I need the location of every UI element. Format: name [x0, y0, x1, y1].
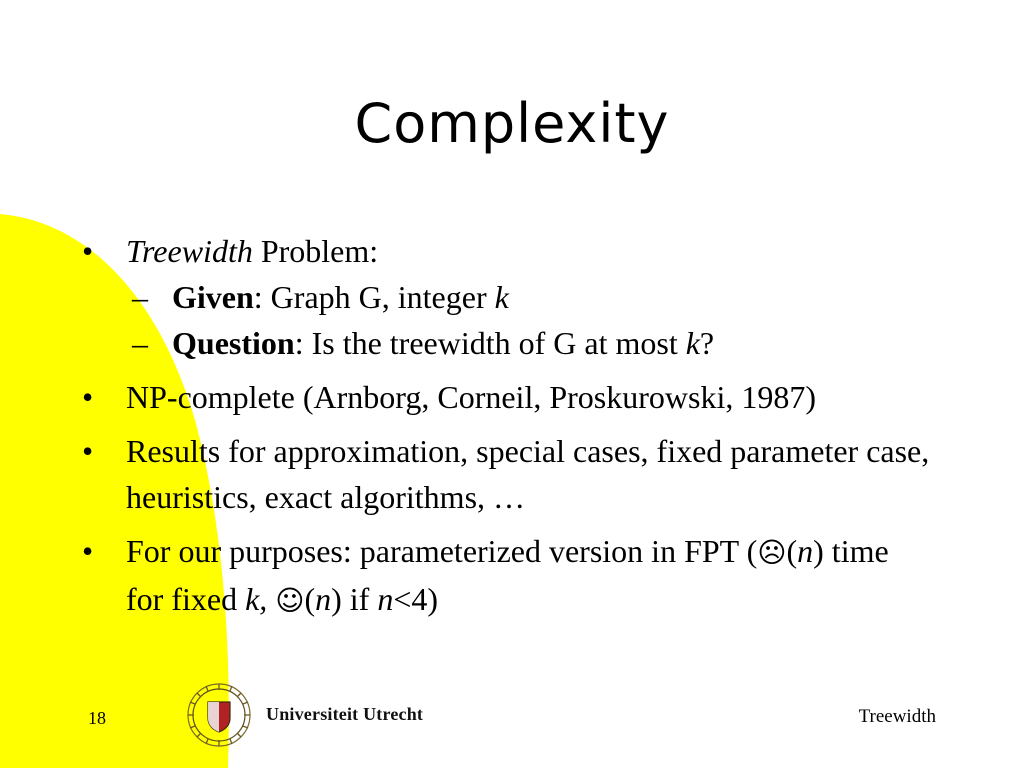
bullet-text: For our purposes: parameterized version in FPT (	[126, 533, 758, 569]
bullet-text: <4)	[393, 581, 439, 617]
bullet-text: (	[304, 581, 316, 617]
bullet-text: (	[786, 533, 798, 569]
subbullet-bold: Given	[172, 279, 254, 315]
university-seal-logo	[186, 682, 252, 748]
subbullet-given	[82, 274, 932, 320]
bullet-text: ) time for fixed	[126, 533, 889, 617]
bullet-np-complete	[82, 374, 932, 420]
bullet-results	[82, 428, 932, 520]
bullet-text: Problem:	[252, 233, 379, 269]
bullet-text: NP-complete (Arnborg, Corneil, Proskurowski, 1987)	[126, 379, 816, 415]
bullet-text-italic: Treewidth	[126, 233, 253, 269]
bullet-purposes	[82, 528, 932, 624]
bullet-treewidth-problem	[82, 228, 932, 274]
slide-body	[82, 228, 932, 624]
subbullet-italic: k	[494, 279, 509, 315]
subbullet-text: : Is the treewidth of G at most	[294, 325, 686, 361]
subbullet-question	[82, 320, 932, 366]
subbullet-bold: Question	[172, 325, 295, 361]
bullet-text: Results for approximation, special cases, fixed parameter case, heuristics, exact algorithms, …	[126, 433, 930, 515]
bullet-italic: k,	[245, 581, 268, 617]
subbullet-end: ?	[699, 325, 715, 361]
bullet-italic: n	[377, 581, 394, 617]
sad-face-icon: ☹	[757, 536, 787, 569]
subbullet-text: : Graph G, integer	[253, 279, 495, 315]
bullet-italic: n	[797, 533, 814, 569]
bullet-marker: •	[82, 533, 94, 569]
bullet-italic: n	[315, 581, 332, 617]
bullet-text: ) if	[331, 581, 378, 617]
bullet-marker: •	[82, 379, 94, 415]
university-name: Universiteit Utrecht	[266, 704, 424, 724]
bullet-marker: •	[82, 433, 94, 469]
smiley-face-icon: ☺	[275, 584, 305, 617]
footer-topic: Treewidth	[858, 706, 936, 727]
slide-title: Complexity	[354, 92, 670, 155]
subbullet-italic: k	[685, 325, 700, 361]
dash-marker: –	[132, 279, 148, 315]
dash-marker: –	[132, 325, 148, 361]
bullet-marker: •	[82, 233, 94, 269]
slide-number: 18	[88, 708, 106, 728]
